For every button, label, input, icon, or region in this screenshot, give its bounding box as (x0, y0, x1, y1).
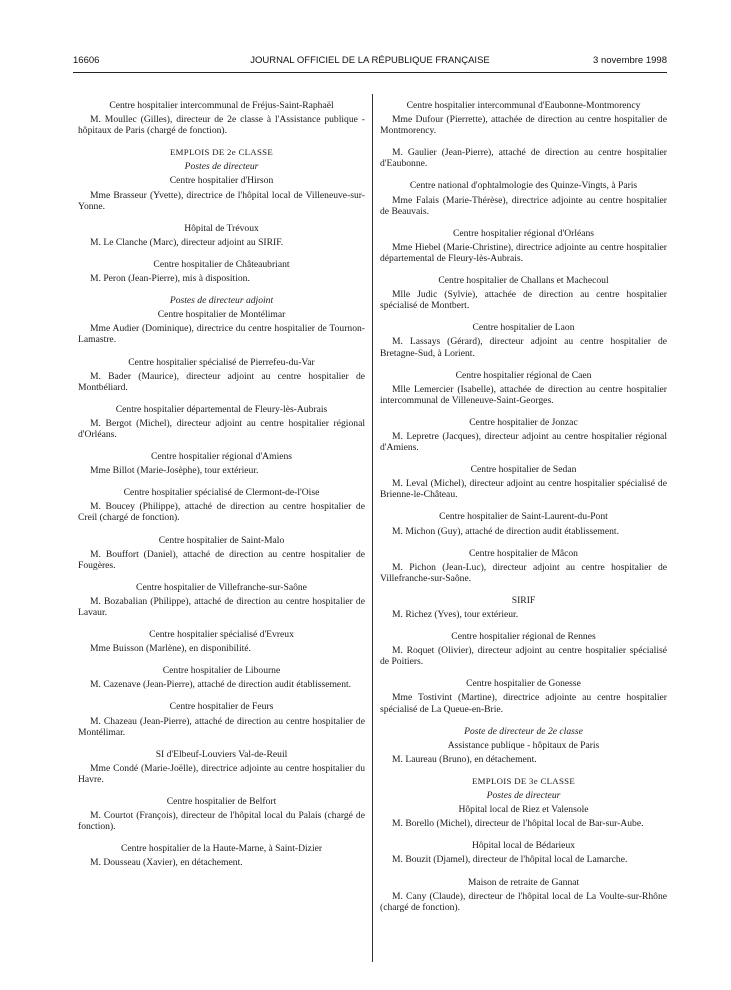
appointment-paragraph: M. Boucey (Philippe), attaché de direction au centre hospitalier de Creil (chargé de fonction). (78, 501, 365, 524)
appointment-paragraph: M. Cany (Claude), directeur de l'hôpital local de La Voulte-sur-Rhône (chargé de fonction). (380, 890, 667, 913)
institution-heading: Centre hospitalier de la Haute-Marne, à Saint-Dizier (120, 843, 323, 855)
section-subheading: Postes de directeur adjoint (169, 295, 274, 307)
institution-heading: Centre hospitalier spécialisé d'Evreux (149, 629, 294, 641)
institution-heading: Centre hospitalier de Villefranche-sur-Saône (136, 581, 307, 593)
appointment-paragraph: M. Laureau (Bruno), en détachement. (392, 753, 537, 765)
institution-heading: Centre hospitalier de Châteaubriant (153, 258, 290, 270)
appointment-paragraph: M. Lassays (Gérard), directeur adjoint au centre hospitalier de Bretagne-Sud, à Lorient. (380, 336, 667, 359)
institution-heading: Centre hospitalier de Challans et Machecoul (438, 275, 609, 287)
institution-heading: Centre hospitalier d'Hirson (169, 175, 274, 187)
appointment-paragraph: M. Gaulier (Jean-Pierre), attaché de direction au centre hospitalier d'Eaubonne. (380, 147, 667, 170)
institution-heading: Centre hospitalier de Saint-Malo (158, 534, 285, 546)
appointment-paragraph: M. Richez (Yves), tour extérieur. (392, 609, 519, 620)
institution-heading: SI d'Elbeuf-Louviers Val-de-Reuil (155, 748, 288, 760)
appointment-paragraph: M. Pichon (Jean-Luc), directeur adjoint au centre hospitalier de Villefranche-sur-Saône. (380, 561, 667, 584)
institution-heading: Hôpital local de Bédarieux (471, 840, 576, 852)
appointment-paragraph: M. Peron (Jean-Pierre), mis à disposition. (90, 273, 250, 285)
appointment-paragraph: Mme Buisson (Marlène), en disponibilité. (90, 643, 251, 655)
institution-heading: Centre hospitalier régional de Rennes (451, 631, 596, 643)
appointment-paragraph: M. Chazeau (Jean-Pierre), attaché de direction au centre hospitalier de Montélimar. (78, 715, 365, 738)
section-subheading: Postes de directeur (486, 790, 561, 802)
category-heading: EMPLOIS DE 2e CLASSE (169, 147, 273, 158)
appointment-paragraph: M. Courtot (François), directeur de l'hôpital local du Palais (chargé de fonction). (78, 810, 365, 833)
appointment-paragraph: M. Dousseau (Xavier), en détachement. (90, 857, 243, 869)
header-rule (73, 72, 667, 73)
page-header (73, 55, 667, 69)
appointment-paragraph: Mme Dufour (Pierrette), attachée de direction au centre hospitalier de Montmorency. (380, 114, 667, 137)
institution-heading: Centre national d'ophtalmologie des Quinze-Vingts, à Paris (409, 180, 638, 192)
institution-heading: Maison de retraite de Gannat (467, 876, 580, 888)
appointment-paragraph: Mme Falais (Marie-Thérèse), directrice adjointe au centre hospitalier de Beauvais. (380, 194, 667, 217)
appointment-paragraph: M. Cazenave (Jean-Pierre), attaché de direction audit établissement. (90, 679, 352, 691)
institution-heading: Centre hospitalier de Saint-Laurent-du-Pont (439, 511, 608, 523)
institution-heading: Centre hospitalier de Sedan (470, 464, 577, 476)
category-heading: EMPLOIS DE 3e CLASSE (471, 775, 575, 786)
appointment-paragraph: M. Borello (Michel), directeur de l'hôpital local de Bar-sur-Aube. (392, 818, 644, 830)
column-divider (372, 94, 373, 962)
appointment-paragraph: Mme Hiebel (Marie-Christine), directrice adjointe au centre hospitalier départemental de Fleury-lès-Aubrais. (380, 241, 667, 264)
appointment-paragraph: M. Michon (Guy), attaché de direction audit établissement. (392, 525, 619, 537)
institution-heading: Centre hospitalier régional de Caen (455, 369, 592, 381)
institution-heading: Centre hospitalier de Libourne (162, 665, 281, 677)
institution-heading: Assistance publique - hôpitaux de Paris (447, 739, 600, 751)
institution-heading: Hôpital local de Riez et Valensole (458, 804, 589, 816)
institution-heading: Centre hospitalier de Montélimar (157, 309, 286, 321)
institution-heading: Centre hospitalier intercommunal d'Eaubonne-Montmorency (406, 100, 641, 111)
institution-heading: Centre hospitalier départemental de Fleury-lès-Aubrais (115, 403, 328, 415)
institution-heading: Centre hospitalier de Laon (472, 322, 575, 334)
institution-heading: Centre hospitalier de Jonzac (469, 416, 578, 428)
institution-heading: Centre hospitalier de Gonesse (466, 678, 581, 690)
appointment-paragraph: M. Bader (Maurice), directeur adjoint au centre hospitalier de Montbéliard. (78, 370, 365, 393)
appointment-paragraph: M. Roquet (Olivier), directeur adjoint au centre hospitalier spécialisé de Poitiers. (380, 645, 667, 668)
appointment-paragraph: Mme Audier (Dominique), directrice du centre hospitalier de Tournon-Lamastre. (78, 323, 365, 346)
right-column (380, 100, 667, 924)
institution-heading: Hôpital de Trévoux (184, 222, 259, 234)
section-subheading: Poste de directeur de 2e classe (464, 725, 583, 737)
appointment-paragraph: Mlle Judic (Sylvie), attachée de direction au centre hospitalier spécialisé de Montbert. (380, 289, 667, 312)
page-number: 16606 (73, 55, 100, 66)
institution-heading: Centre hospitalier spécialisé de Clermont-de-l'Oise (123, 487, 320, 499)
appointment-paragraph: M. Le Clanche (Marc), directeur adjoint au SIRIF. (90, 236, 284, 248)
appointment-paragraph: M. Leval (Michel), directeur adjoint au centre hospitalier spécialisé de Brienne-le-Château. (380, 478, 667, 501)
institution-heading: Centre hospitalier régional d'Amiens (150, 451, 293, 463)
institution-heading: Centre hospitalier intercommunal de Fréjus-Saint-Raphaël (109, 100, 334, 111)
institution-heading: Centre hospitalier spécialisé de Pierrefeu-du-Var (128, 356, 315, 368)
appointment-paragraph: M. Bozabalian (Philippe), attaché de direction au centre hospitalier de Lavaur. (78, 595, 365, 618)
appointment-paragraph: M. Moullec (Gilles), directeur de 2e classe à l'Assistance publique - hôpitaux de Paris (chargé de fonction). (78, 114, 365, 137)
appointment-paragraph: Mlle Lemercier (Isabelle), attachée de direction au centre hospitalier intercommunal de Villeneuve-Saint-Georges. (380, 383, 667, 406)
institution-heading: SIRIF (511, 594, 536, 606)
institution-heading: Centre hospitalier de Mâcon (469, 547, 578, 559)
appointment-paragraph: Mme Brasseur (Yvette), directrice de l'hôpital local de Villeneuve-sur-Yonne. (78, 189, 365, 212)
appointment-paragraph: M. Bouffort (Daniel), attaché de direction au centre hospitalier de Fougères. (78, 548, 365, 571)
appointment-paragraph: Mme Tostivint (Martine), directrice adjointe au centre hospitalier spécialisé de La Queue-en-Brie. (380, 692, 667, 715)
appointment-paragraph: M. Lepretre (Jacques), directeur adjoint au centre hospitalier régional d'Amiens. (380, 430, 667, 454)
left-column (78, 100, 365, 880)
institution-heading: Centre hospitalier de Feurs (169, 701, 274, 713)
institution-heading: Centre hospitalier de Belfort (166, 796, 277, 808)
issue-date: 3 novembre 1998 (593, 55, 667, 66)
section-subheading: Postes de directeur (184, 161, 259, 173)
appointment-paragraph: Mme Billot (Marie-Josèphe), tour extérieur. (90, 465, 259, 477)
appointment-paragraph: M. Bergot (Michel), directeur adjoint au centre hospitalier régional d'Orléans. (78, 417, 365, 440)
journal-title: JOURNAL OFFICIEL DE LA RÉPUBLIQUE FRANÇAISE (250, 55, 490, 66)
appointment-paragraph: M. Bouzit (Djamel), directeur de l'hôpital local de Lamarche. (392, 854, 628, 866)
appointment-paragraph: Mme Condé (Marie-Joëlle), directrice adjointe au centre hospitalier du Havre. (78, 762, 365, 785)
institution-heading: Centre hospitalier régional d'Orléans (452, 227, 595, 239)
